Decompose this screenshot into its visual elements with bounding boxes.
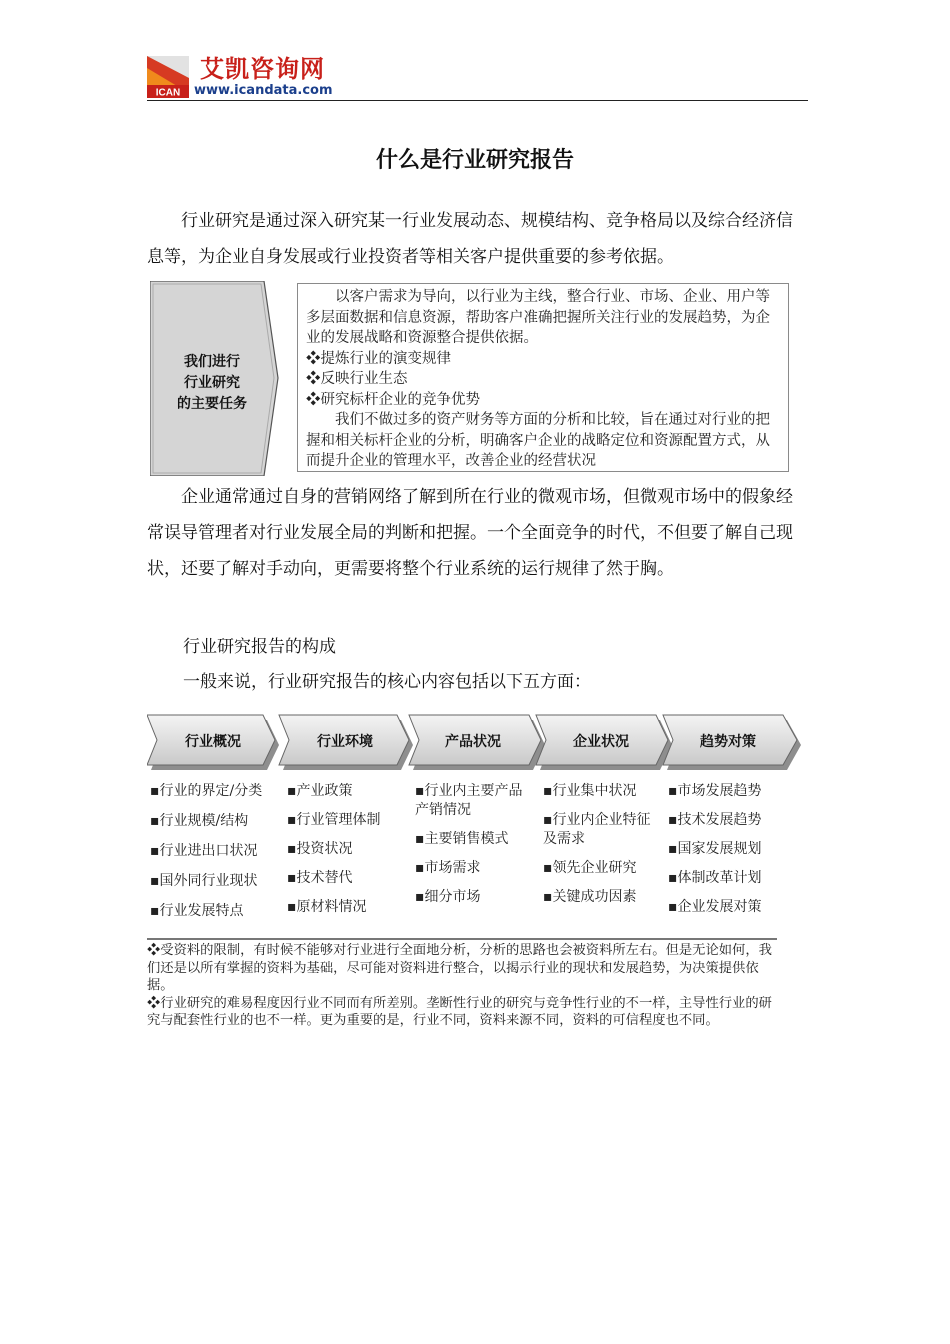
note-item: ❖行业研究的难易程度因行业不同而有所差别。垄断性行业的研究与竞争性行业的不一样，主导性行业的研究与配套性行业的也不一样。更为重要的是，行业不同，资料来源不同，资料的可信程度也不同。 xyxy=(147,995,772,1029)
task-line: ❖研究标杆企业的竞争优势 xyxy=(306,391,480,408)
body-paragraph: 一般来说，行业研究报告的核心内容包括以下五方面： xyxy=(183,672,591,692)
notes-block xyxy=(147,942,779,1030)
task-box-label: 我们进行 行业研究 的主要任务 xyxy=(177,354,247,412)
list-item: ▪技术发展趋势 xyxy=(668,812,762,828)
list-item: ▪领先企业研究 xyxy=(543,860,637,876)
body-paragraph: 企业通常通过自身的营销网络了解到所在行业的微观市场，但微观市场中的假象经常误导管理者对行业发展全局的判断和把握。一个全面竞争的时代，不但要了解自己现状，还要了解对手动向，更需要将整个行业系统的运行规律了然于胸。 xyxy=(147,487,793,579)
header-divider xyxy=(147,100,808,101)
list-item: ▪行业规模/结构 xyxy=(150,813,249,829)
flow-label: 趋势对策 xyxy=(700,734,756,750)
flow-label: 行业概况 xyxy=(185,734,241,750)
flow-column-1 xyxy=(150,782,275,932)
task-line: 以客户需求为导向，以行业为主线，整合行业、市场、企业、用户等多层面数据和信息资源，帮助客户准确把握所关注行业的发展趋势，为企业的发展战略和资源整合提供依据。 xyxy=(306,289,770,346)
list-item: ▪行业管理体制 xyxy=(287,812,381,828)
section-heading: 行业研究报告的构成 xyxy=(183,637,336,657)
flow-label: 行业环境 xyxy=(317,734,373,750)
list-item: ▪国外同行业现状 xyxy=(150,873,258,889)
task-box-content xyxy=(297,283,789,472)
list-item: ▪市场发展趋势 xyxy=(668,783,762,799)
list-item: ▪行业集中状况 xyxy=(543,783,637,799)
task-line: ❖提炼行业的演变规律 xyxy=(306,350,451,367)
svg-text:ICAN: ICAN xyxy=(155,87,181,98)
logo-mark xyxy=(147,56,189,98)
flow-column-5 xyxy=(668,782,793,927)
flow-label: 企业状况 xyxy=(573,734,629,750)
list-item: ▪技术替代 xyxy=(287,870,353,886)
list-item: ▪市场需求 xyxy=(415,860,481,876)
flow-column-2 xyxy=(287,782,412,927)
logo-text: 艾凯咨询网 xyxy=(200,55,325,83)
list-item: ▪行业发展特点 xyxy=(150,903,244,919)
list-item: ▪关键成功因素 xyxy=(543,889,637,905)
list-item: ▪主要销售模式 xyxy=(415,831,509,847)
list-item: ▪原材料情况 xyxy=(287,899,367,915)
list-item: ▪产业政策 xyxy=(287,783,353,799)
page-title: 什么是行业研究报告 xyxy=(375,147,574,173)
flow-column-4 xyxy=(543,782,653,917)
list-item: ▪企业发展对策 xyxy=(668,899,762,915)
logo-url: www.icandata.com xyxy=(194,83,333,98)
list-item: ▪投资状况 xyxy=(287,841,353,857)
note-item: ❖受资料的限制，有时候不能够对行业进行全面地分析，分析的思路也会被资料所左右。但是无论如何，我们还是以所有掌握的资料为基础，尽可能对资料进行整合，以揭示行业的现状和发展趋势，为决策提供依据。 xyxy=(147,943,772,994)
list-item: ▪细分市场 xyxy=(415,889,481,905)
list-item: ▪行业进出口状况 xyxy=(150,843,258,859)
list-item: ▪行业内企业特征及需求 xyxy=(543,812,651,847)
list-item: ▪行业的界定/分类 xyxy=(150,783,263,799)
flow-label: 产品状况 xyxy=(445,734,501,750)
task-line: ❖反映行业生态 xyxy=(306,371,408,387)
list-item: ▪行业内主要产品产销情况 xyxy=(415,783,523,818)
notes-divider xyxy=(147,938,777,940)
task-line: 我们不做过多的资产财务等方面的分析和比较，旨在通过对行业的把握和相关标杆企业的分析，明确客户企业的战略定位和资源配置方式，从而提升企业的管理水平，改善企业的经营状况 xyxy=(306,412,770,469)
flow-column-3 xyxy=(415,782,525,917)
intro-paragraph: 行业研究是通过深入研究某一行业发展动态、规模结构、竞争格局以及综合经济信息等，为企业自身发展或行业投资者等相关客户提供重要的参考依据。 xyxy=(147,211,793,267)
list-item: ▪国家发展规划 xyxy=(668,841,762,857)
list-item: ▪体制改革计划 xyxy=(668,870,762,886)
